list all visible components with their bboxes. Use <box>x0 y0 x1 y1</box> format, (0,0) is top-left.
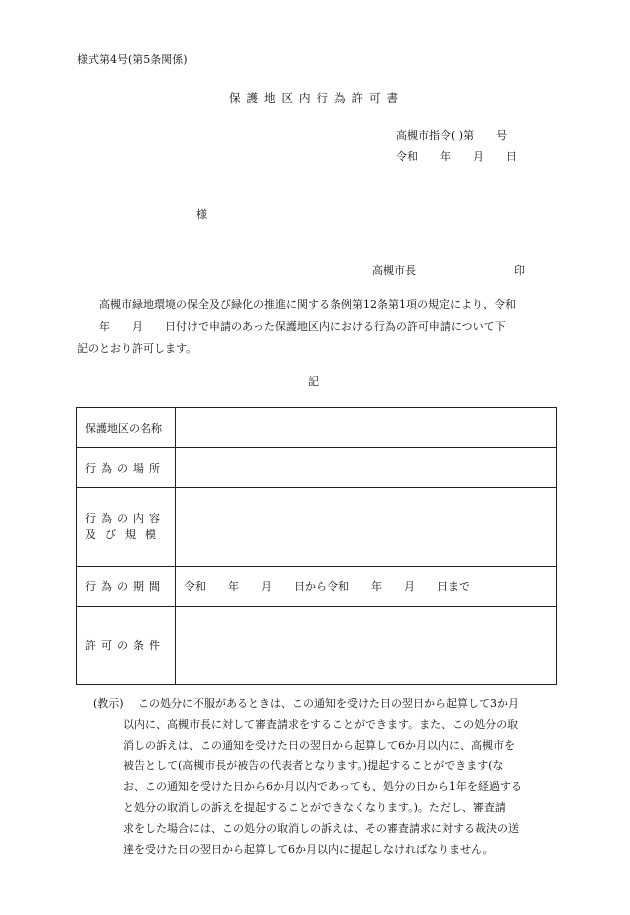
notice-line: 被告として(高槻市長が被告の代表者となります。)提起することができます(な <box>123 759 504 773</box>
ki-heading: 記 <box>308 375 319 388</box>
row-value-conditions[interactable] <box>176 606 557 684</box>
row-value-content-scale[interactable] <box>176 488 557 566</box>
table-row <box>77 408 557 448</box>
body-line-1: 高槻市緑地環境の保全及び緑化の推進に関する条例第12条第1項の規定により、令和 <box>99 298 516 311</box>
notice-line: 求をした場合には、この処分の取消しの訴えは、その審査請求に対する裁決の送 <box>123 821 519 835</box>
document-title: 保護地区内行為許可書 <box>229 91 404 105</box>
table-row <box>77 488 557 566</box>
row-label-conditions: 許可の条件 <box>77 606 176 684</box>
row-label-area-name: 保護地区の名称 <box>77 408 176 448</box>
permit-detail-table <box>76 407 557 685</box>
row-label-location: 行為の場所 <box>77 448 176 488</box>
row-value-area-name[interactable] <box>176 408 557 448</box>
row-label-period: 行為の期間 <box>77 566 176 606</box>
issuer-name: 高槻市長 <box>372 264 416 277</box>
body-line-2: 年 月 日付けで申請のあった保護地区内における行為の許可申請について下 <box>77 320 506 333</box>
table-row <box>77 606 557 684</box>
row-label-content-scale: 行為の内容 及び規模 <box>77 488 176 566</box>
table-row <box>77 448 557 488</box>
notice-label: (教示) <box>93 697 124 710</box>
seal-mark: 印 <box>514 264 525 277</box>
form-number: 様式第4号(第5条関係) <box>77 53 188 66</box>
notice-line: 以内に、高槻市長に対して審査請求をすることができます。また、この処分の取 <box>123 717 519 731</box>
body-text <box>77 294 557 360</box>
row-value-period[interactable]: 令和 年 月 日から令和 年 月 日まで <box>176 566 557 606</box>
row-value-location[interactable] <box>176 448 557 488</box>
table-row <box>77 566 557 606</box>
body-line-3: 記のとおり許可します。 <box>77 342 198 355</box>
notice-line: 達を受けた日の翌日から起算して6か月以内に提起しなければなりません。 <box>123 842 494 856</box>
addressee-suffix: 様 <box>196 208 207 221</box>
notice-line: 消しの訴えは、この通知を受けた日の翌日から起算して6か月以内に、高槻市を <box>123 738 515 752</box>
appeal-notice <box>93 694 522 860</box>
notice-line: お、この通知を受けた日から6か月以内であっても、処分の日から1年を経過する <box>123 780 522 794</box>
notice-line: (教示) この処分に不服があるときは、この通知を受けた日の翌日から起算して3か月 <box>93 694 522 715</box>
notice-line: と処分の取消しの訴えを提起することができなくなります。)。ただし、審査請 <box>123 800 506 814</box>
issue-date-line: 令和 年 月 日 <box>396 150 517 163</box>
command-number-line: 高槻市指令( )第 号 <box>396 129 508 142</box>
